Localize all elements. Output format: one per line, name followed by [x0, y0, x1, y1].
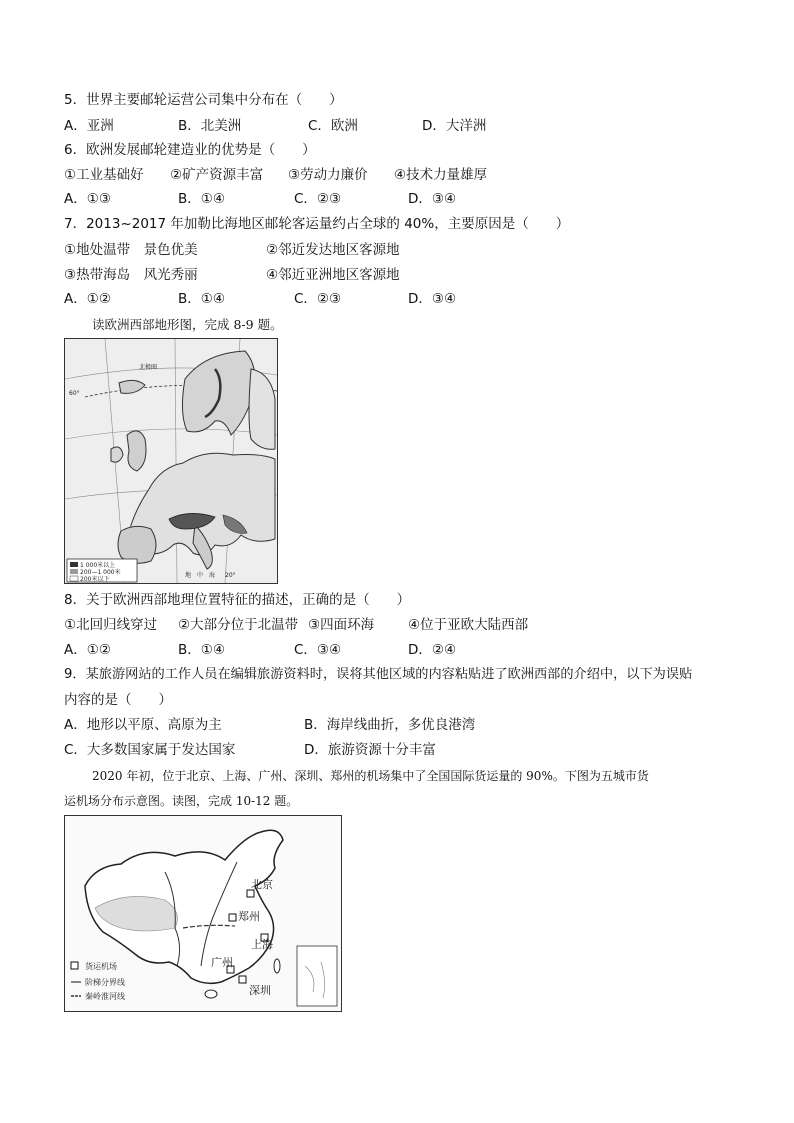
q5-option-c: C．欧洲 [308, 118, 358, 134]
map1-legend-mid: 200—1 000米 [80, 569, 121, 576]
western-europe-terrain-map [64, 338, 278, 584]
q7-stem: 7．2013~2017 年加勒比海地区邮轮客运量约占全球的 40%，主要原因是（ ） [64, 216, 570, 232]
q9-option-c: C．大多数国家属于发达国家 [64, 742, 236, 758]
europe-map-graphic [65, 339, 277, 583]
q9-option-d: D．旅游资源十分丰富 [304, 742, 436, 758]
q9-option-a: A．地形以平原、高原为主 [64, 717, 222, 733]
map1-lat-label: 60° [69, 390, 80, 397]
q7-statement-4: ④邻近亚洲地区客源地 [266, 267, 400, 283]
q7-option-b: B．①④ [178, 291, 225, 307]
q8-statement-2: ②大部分位于北温带 [178, 617, 299, 633]
q8-option-b: B．①④ [178, 642, 225, 658]
q6-statement-2: ②矿产资源丰富 [170, 167, 264, 183]
intro-8-9: 读欧洲西部地形图，完成 8-9 题。 [92, 317, 283, 332]
map2-legend-airport: 货运机场 [85, 962, 117, 971]
q7-option-a: A．①② [64, 291, 111, 307]
map2-legend-qinling: 秦岭淮河线 [85, 992, 125, 1001]
q7-statement-3: ③热带海岛 风光秀丽 [64, 267, 198, 283]
q7-statement-2: ②邻近发达地区客源地 [266, 242, 400, 258]
q9-stem-line2: 内容的是（ ） [64, 692, 172, 708]
intro-10-12-line1: 2020 年初，位于北京、上海、广州、深圳、郑州的机场集中了全国国际货运量的 90%。下图为五城市货 [92, 769, 649, 783]
q6-stem: 6．欧洲发展邮轮建造业的优势是（ ） [64, 142, 316, 158]
q6-statement-4: ④技术力量雄厚 [394, 167, 488, 183]
q8-option-c: C．③④ [294, 642, 342, 658]
q8-option-d: D．②④ [408, 642, 457, 658]
q8-statement-1: ①北回归线穿过 [64, 617, 158, 633]
map1-sea-label: 地 中 海 [185, 572, 216, 579]
q8-statement-4: ④位于亚欧大陆西部 [408, 617, 529, 633]
q6-option-c: C．②③ [294, 191, 342, 207]
q7-option-d: D．③④ [408, 291, 457, 307]
q8-statement-3: ③四面环海 [308, 617, 375, 633]
q5-option-b: B．北美洲 [178, 118, 242, 134]
map2-label-zhengzhou: 郑州 [238, 910, 260, 923]
q6-option-b: B．①④ [178, 191, 225, 207]
q5-option-a: A．亚洲 [64, 118, 114, 134]
q7-option-c: C．②③ [294, 291, 342, 307]
map1-legend-low: 200米以下 [80, 576, 110, 583]
q8-option-a: A．①② [64, 642, 111, 658]
map2-label-guangzhou: 广州 [211, 956, 233, 969]
q6-option-a: A．①③ [64, 191, 111, 207]
china-map-graphic [65, 816, 341, 1011]
q7-statement-1: ①地处温带 景色优美 [64, 242, 198, 258]
map2-label-beijing: 北京 [251, 878, 273, 891]
map1-lon-label: 20° [225, 572, 236, 579]
china-cargo-airport-map [64, 815, 342, 1012]
q6-option-d: D．③④ [408, 191, 457, 207]
intro-10-12-line2: 运机场分布示意图。读图，完成 10-12 题。 [64, 794, 299, 808]
q8-stem: 8．关于欧洲西部地理位置特征的描述，正确的是（ ） [64, 592, 411, 608]
q9-stem-line1: 9．某旅游网站的工作人员在编辑旅游资料时，误将其他区域的内容粘贴进了欧洲西部的介绍中，以下为误贴 [64, 667, 693, 682]
map1-legend-high: 1 000米以上 [80, 562, 116, 569]
q6-statement-1: ①工业基础好 [64, 167, 144, 183]
q5-option-d: D．大洋洲 [422, 118, 487, 134]
map2-legend-step: 阶梯分界线 [85, 978, 125, 987]
map2-label-shanghai: 上海 [251, 938, 273, 951]
map2-label-shenzhen: 深圳 [249, 984, 271, 997]
map1-arctic-label: 北极圈 [139, 364, 158, 371]
q5-stem: 5．世界主要邮轮运营公司集中分布在（ ） [64, 92, 343, 108]
q6-statement-3: ③劳动力廉价 [288, 167, 368, 183]
q9-option-b: B．海岸线曲折，多优良港湾 [304, 717, 476, 733]
